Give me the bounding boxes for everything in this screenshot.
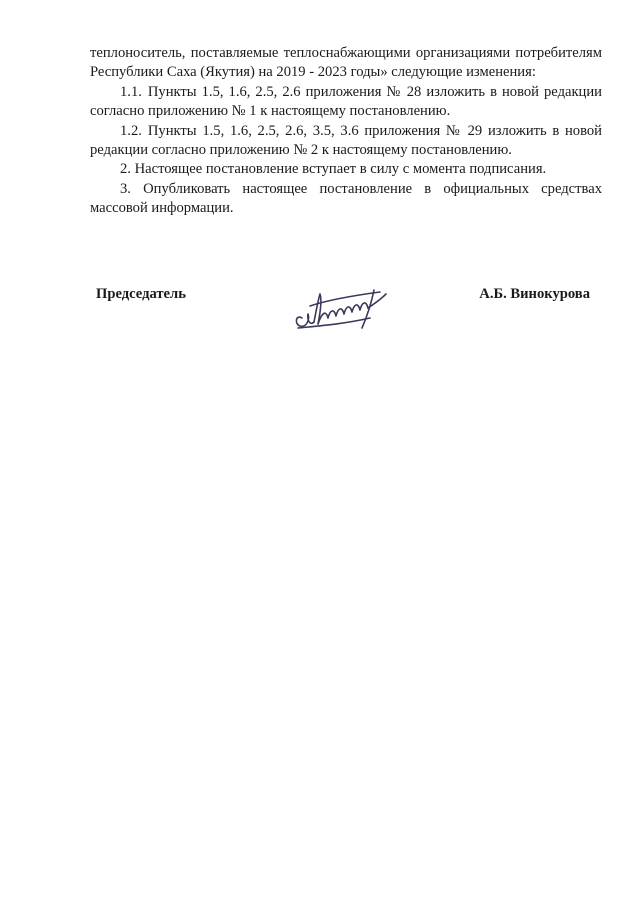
paragraph-item-1-2 [90,122,602,161]
signatory-title: Председатель [96,286,186,302]
handwritten-signature [288,284,408,338]
item-text: Пункты 1.5, 1.6, 2.5, 2.6 приложения № 28 изложить в новой редакции согласно приложению № 1 к настоящему постановлению. [90,83,602,120]
paragraph-item-2: 2. Настоящее постановление вступает в силу с момента подписания. [120,161,547,178]
item-number: 1.2. [120,122,142,139]
signature-block [96,286,590,346]
item-number: 1.1. [120,83,142,100]
paragraph-item-1-1 [90,83,602,122]
paragraph-item-3: 3. Опубликовать настоящее постановление в официальных средствах массовой информации. [90,180,602,217]
document-body [90,44,602,219]
signatory-name: А.Б. Винокурова [479,286,590,302]
paragraph-intro: теплоноситель, поставляемые теплоснабжающими организациями потребителям Республики Саха (Якутия) на 2019 - 2023 годы» следующие изменения: [90,45,602,81]
item-text: Пункты 1.5, 1.6, 2.5, 2.6, 3.5, 3.6 приложения № 29 изложить в новой редакции согласно приложению № 2 к настоящему постановлению. [90,122,602,159]
